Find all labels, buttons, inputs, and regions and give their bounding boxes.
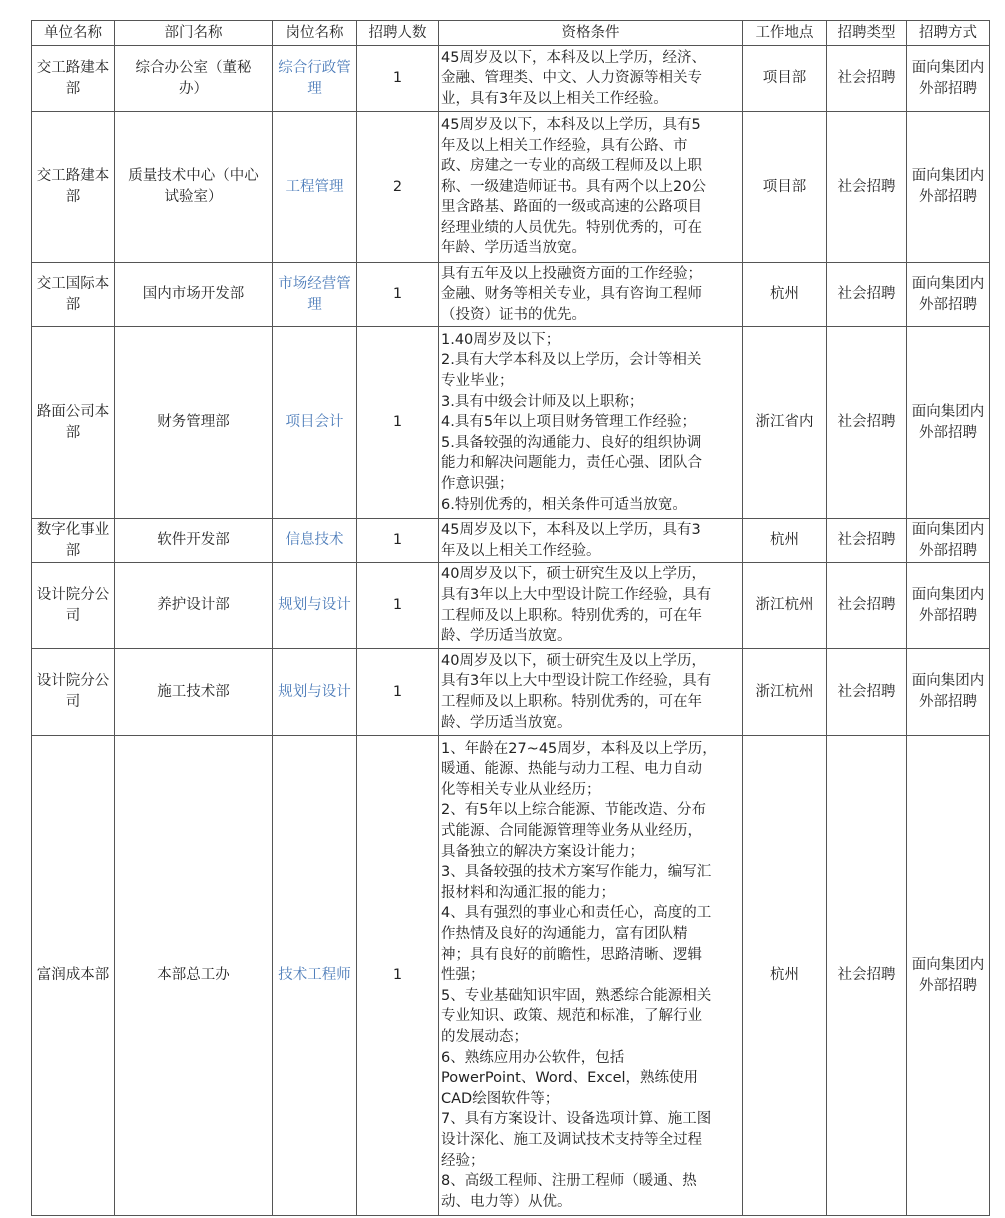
table-row: [32, 519, 990, 563]
cell-text-line: 外部招聘: [919, 542, 977, 559]
cell-text-line: 富润成本部: [36, 967, 110, 984]
count-cell: 1: [357, 327, 439, 519]
cell-text-line: 国内市场开发部: [142, 286, 245, 303]
cell-text-line: 政、房建之一专业的高级工程师及以上职: [441, 158, 702, 175]
location-cell: 杭州: [743, 736, 827, 1216]
position-cell: [273, 327, 357, 519]
position-cell: [273, 112, 357, 263]
cell-text-line: 金融、财务等相关专业，具有咨询工程师: [441, 286, 702, 303]
cell-text-line: 经理业绩的人员优先。特别优秀的，可在: [441, 219, 702, 236]
location-cell: 项目部: [743, 46, 827, 112]
cell-text-line: 外部招聘: [919, 296, 977, 313]
cell-text-line: 规划与设计: [278, 683, 351, 700]
cell-text-line: 设计院分公: [36, 673, 110, 690]
cell-text-line: 里含路基、路面的一级或高速的公路项目: [441, 199, 702, 216]
cell-text-line: 业，具有3年及以上相关工作经验。: [441, 90, 668, 107]
requirements-cell: [439, 263, 743, 327]
count-cell: 1: [357, 46, 439, 112]
cell-text-line: 财务管理部: [157, 414, 230, 431]
header-unit: 单位名称: [32, 21, 115, 46]
cell-text-line: 6、熟练应用办公软件，包括: [441, 1049, 625, 1066]
requirements-cell: [439, 519, 743, 563]
type-cell: 社会招聘: [827, 649, 907, 736]
count-cell: 1: [357, 263, 439, 327]
cell-text-line: 45周岁及以下，本科及以上学历，经济、: [441, 49, 706, 66]
cell-text-line: 2.具有大学本科及以上学历，会计等相关: [441, 352, 702, 369]
cell-text-line: 龄、学历适当放宽。: [441, 628, 572, 645]
cell-text-line: 作热情及良好的沟通能力，富有团队精: [441, 926, 688, 943]
cell-text-line: 市场经营管: [278, 275, 351, 292]
cell-text-line: 司: [65, 694, 81, 710]
type-cell: 社会招聘: [827, 519, 907, 563]
header-position: 岗位名称: [273, 21, 357, 46]
cell-text-line: 规划与设计: [278, 597, 351, 614]
method-cell: [907, 519, 990, 563]
cell-text-line: 5、专业基础知识牢固，熟悉综合能源相关: [441, 987, 712, 1004]
requirements-cell: [439, 327, 743, 519]
table-row: [32, 327, 990, 519]
requirements-cell: [439, 736, 743, 1216]
cell-text-line: 施工技术部: [157, 683, 230, 700]
unit-cell: [32, 649, 115, 736]
location-cell: 浙江杭州: [743, 649, 827, 736]
cell-text-line: 交工路建本: [36, 59, 110, 76]
cell-text-line: 面向集团内: [911, 521, 985, 538]
method-cell: [907, 649, 990, 736]
header-row: [32, 21, 990, 46]
cell-text-line: 具有3年以上大中型设计院工作经验，具有: [441, 586, 712, 603]
method-cell: [907, 112, 990, 263]
cell-text-line: 面向集团内: [911, 586, 985, 603]
cell-text-line: 面向集团内: [911, 59, 985, 76]
cell-text-line: 年及以上相关工作经验，具有公路、市: [441, 137, 688, 154]
cell-text-line: 试验室）: [164, 189, 223, 205]
unit-cell: [32, 736, 115, 1216]
cell-text-line: 4、具有强烈的事业心和责任心，高度的工: [441, 905, 712, 922]
cell-text-line: 工程师及以上职称。特别优秀的，可在年: [441, 607, 702, 624]
cell-text-line: 外部招聘: [919, 80, 977, 97]
cell-text-line: 技术工程师: [278, 967, 351, 984]
type-cell: 社会招聘: [827, 736, 907, 1216]
table-row: [32, 263, 990, 327]
cell-text-line: 部: [65, 424, 81, 441]
type-cell: 社会招聘: [827, 263, 907, 327]
requirements-cell: [439, 46, 743, 112]
location-cell: 杭州: [743, 519, 827, 563]
requirements-cell: [439, 649, 743, 736]
cell-text-line: 工程管理: [285, 178, 344, 195]
position-cell: [273, 736, 357, 1216]
cell-text-line: 具有五年及以上投融资方面的工作经验；: [441, 265, 702, 282]
cell-text-line: 龄、学历适当放宽。: [441, 714, 572, 731]
cell-text-line: 路面公司本: [36, 403, 110, 420]
cell-text-line: 4.具有5年以上项目财务管理工作经验；: [441, 414, 697, 431]
cell-text-line: 2、有5年以上综合能源、节能改造、分布: [441, 802, 706, 819]
cell-text-line: 3.具有中级会计师及以上职称；: [441, 393, 644, 410]
dept-cell: [115, 736, 273, 1216]
dept-cell: [115, 327, 273, 519]
method-cell: [907, 263, 990, 327]
count-cell: 1: [357, 519, 439, 563]
cell-text-line: 面向集团内: [911, 168, 985, 185]
cell-text-line: 面向集团内: [911, 275, 985, 292]
cell-text-line: 司: [65, 607, 81, 624]
cell-text-line: 具有3年以上大中型设计院工作经验，具有: [441, 673, 712, 690]
dept-cell: [115, 112, 273, 263]
cell-text-line: （投资）证书的优先。: [441, 306, 586, 323]
cell-text-line: 1.40周岁及以下；: [441, 331, 561, 348]
cell-text-line: 部: [65, 542, 81, 559]
count-cell: 2: [357, 112, 439, 263]
cell-text-line: 40周岁及以下，硕士研究生及以上学历，: [441, 566, 706, 583]
type-cell: 社会招聘: [827, 46, 907, 112]
position-cell: [273, 649, 357, 736]
location-cell: 浙江杭州: [743, 563, 827, 649]
cell-text-line: 化等相关专业从业经历；: [441, 781, 601, 798]
cell-text-line: 动、电力等）从优。: [441, 1193, 572, 1210]
cell-text-line: 45周岁及以下，本科及以上学历，具有5: [441, 116, 701, 133]
cell-text-line: 理: [307, 296, 322, 313]
requirements-cell: [439, 563, 743, 649]
count-cell: 1: [357, 563, 439, 649]
cell-text-line: 称、一级建造师证书。具有两个以上20公: [441, 178, 706, 195]
dept-cell: [115, 649, 273, 736]
cell-text-line: 专业知识、政策、规范和标准，了解行业: [441, 1008, 702, 1025]
dept-cell: [115, 263, 273, 327]
position-cell: [273, 519, 357, 563]
location-cell: 浙江省内: [743, 327, 827, 519]
cell-text-line: 信息技术: [285, 532, 344, 549]
cell-text-line: 1、年龄在27~45周岁，本科及以上学历，: [441, 740, 717, 757]
cell-text-line: 设计院分公: [36, 586, 110, 603]
cell-text-line: 养护设计部: [157, 597, 230, 614]
unit-cell: [32, 519, 115, 563]
table-row: [32, 112, 990, 263]
cell-text-line: 7、具有方案设计、设备选项计算、施工图: [441, 1111, 712, 1128]
type-cell: 社会招聘: [827, 327, 907, 519]
cell-text-line: 办）: [179, 80, 208, 97]
position-cell: [273, 46, 357, 112]
cell-text-line: PowerPoint、Word、Excel，熟练使用: [441, 1070, 699, 1087]
header-type: 招聘类型: [827, 21, 907, 46]
cell-text-line: 本部总工办: [157, 967, 230, 984]
cell-text-line: 质量技术中心（中心: [128, 168, 259, 185]
unit-cell: [32, 112, 115, 263]
unit-cell: [32, 327, 115, 519]
cell-text-line: 6.特别优秀的，相关条件可适当放宽。: [441, 496, 687, 513]
type-cell: 社会招聘: [827, 112, 907, 263]
cell-text-line: 面向集团内: [911, 673, 985, 690]
cell-text-line: 软件开发部: [157, 532, 230, 549]
cell-text-line: 暖通、能源、热能与动力工程、电力自动: [441, 761, 702, 778]
method-cell: [907, 327, 990, 519]
table-row: [32, 46, 990, 112]
cell-text-line: 3、具备较强的技术方案写作能力，编写汇: [441, 864, 712, 881]
count-cell: 1: [357, 649, 439, 736]
cell-text-line: 5.具备较强的沟通能力、良好的组织协调: [441, 434, 702, 451]
cell-text-line: 性强；: [441, 967, 485, 984]
cell-text-line: 具备独立的解决方案设计能力；: [441, 843, 644, 860]
cell-text-line: 金融、管理类、中文、人力资源等相关专: [441, 70, 702, 87]
dept-cell: [115, 46, 273, 112]
table-row: [32, 563, 990, 649]
cell-text-line: 外部招聘: [919, 189, 977, 205]
cell-text-line: 40周岁及以下，硕士研究生及以上学历，: [441, 652, 706, 669]
unit-cell: [32, 563, 115, 649]
cell-text-line: 项目会计: [285, 414, 344, 431]
location-cell: 杭州: [743, 263, 827, 327]
header-location: 工作地点: [743, 21, 827, 46]
recruitment-table: [31, 20, 990, 1216]
cell-text-line: 45周岁及以下，本科及以上学历，具有3: [441, 521, 701, 538]
position-cell: [273, 263, 357, 327]
cell-text-line: 部: [65, 80, 81, 97]
cell-text-line: 面向集团内: [911, 403, 985, 420]
header-dept: 部门名称: [115, 21, 273, 46]
cell-text-line: 作意识强；: [441, 475, 514, 492]
type-cell: 社会招聘: [827, 563, 907, 649]
cell-text-line: CAD绘图软件等；: [441, 1090, 560, 1107]
requirements-cell: [439, 112, 743, 263]
cell-text-line: 面向集团内: [911, 956, 985, 973]
method-cell: [907, 563, 990, 649]
unit-cell: [32, 263, 115, 327]
cell-text-line: 专业毕业；: [441, 373, 514, 390]
position-cell: [273, 563, 357, 649]
cell-text-line: 部: [65, 189, 81, 205]
header-requirements: 资格条件: [439, 21, 743, 46]
count-cell: 1: [357, 736, 439, 1216]
cell-text-line: 交工国际本: [36, 275, 110, 292]
table-row: [32, 736, 990, 1216]
cell-text-line: 的发展动态；: [441, 1028, 528, 1045]
cell-text-line: 报材料和沟通汇报的能力；: [441, 884, 615, 901]
cell-text-line: 式能源、合同能源管理等业务从业经历，: [441, 823, 702, 840]
method-cell: [907, 46, 990, 112]
cell-text-line: 外部招聘: [919, 694, 977, 710]
cell-text-line: 经验；: [441, 1152, 485, 1169]
cell-text-line: 综合行政管: [278, 59, 351, 76]
cell-text-line: 部: [65, 296, 81, 313]
location-cell: 项目部: [743, 112, 827, 263]
cell-text-line: 8、高级工程师、注册工程师（暖通、热: [441, 1173, 697, 1190]
header-method: 招聘方式: [907, 21, 990, 46]
cell-text-line: 外部招聘: [919, 424, 977, 441]
cell-text-line: 综合办公室（董秘: [135, 59, 252, 76]
dept-cell: [115, 563, 273, 649]
table-row: [32, 649, 990, 736]
cell-text-line: 神；具有良好的前瞻性，思路清晰、逻辑: [441, 946, 702, 963]
header-count: 招聘人数: [357, 21, 439, 46]
cell-text-line: 年及以上相关工作经验。: [441, 542, 601, 559]
unit-cell: [32, 46, 115, 112]
dept-cell: [115, 519, 273, 563]
cell-text-line: 工程师及以上职称。特别优秀的，可在年: [441, 694, 702, 710]
cell-text-line: 理: [307, 80, 322, 97]
cell-text-line: 能力和解决问题能力，责任心强、团队合: [441, 455, 702, 472]
cell-text-line: 设计深化、施工及调试技术支持等全过程: [441, 1131, 702, 1148]
cell-text-line: 外部招聘: [919, 607, 977, 624]
cell-text-line: 外部招聘: [919, 977, 977, 994]
cell-text-line: 数字化事业: [36, 521, 110, 538]
method-cell: [907, 736, 990, 1216]
cell-text-line: 年龄、学历适当放宽。: [441, 240, 586, 257]
cell-text-line: 交工路建本: [36, 168, 110, 185]
